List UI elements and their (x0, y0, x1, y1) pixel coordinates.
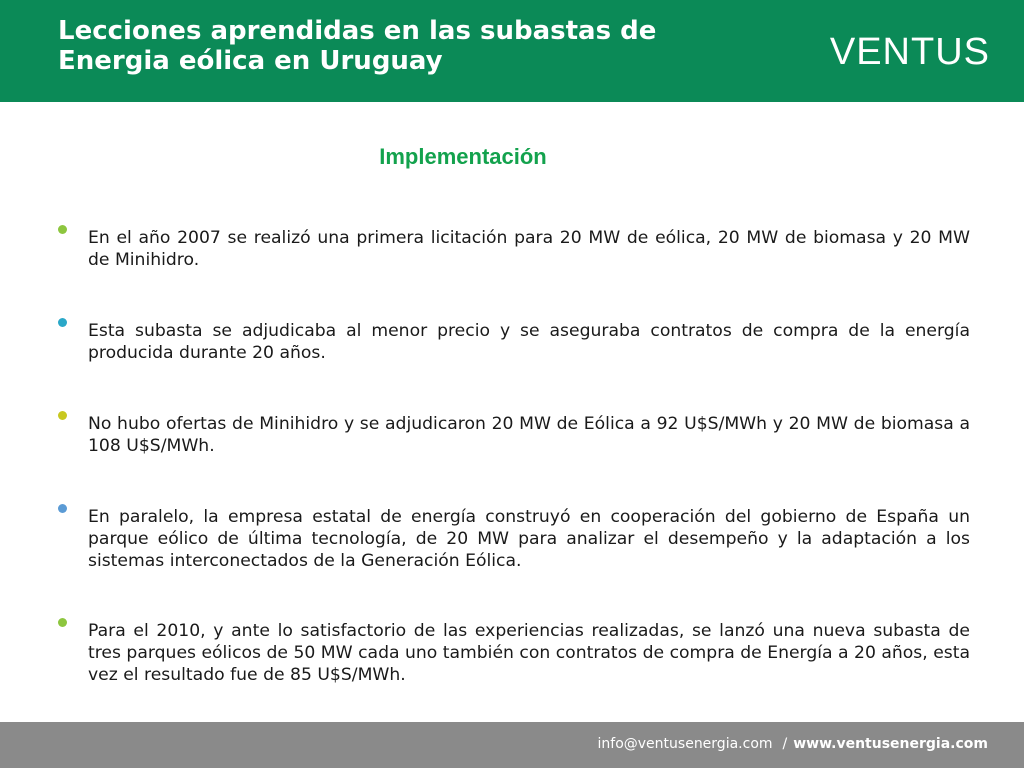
list-item (58, 413, 970, 457)
footer-separator: / (782, 736, 788, 752)
footer-website-link[interactable]: www.ventusenergia.com (793, 736, 988, 752)
list-item (58, 320, 970, 364)
bullet-text: Esta subasta se adjudicaba al menor precio y se aseguraba contratos de compra de la energía producida durante 20 años. (88, 321, 970, 363)
bullet-dot-icon (58, 225, 67, 234)
ventus-logo (790, 27, 990, 77)
slide-title-line-2: Energia eólica en Uruguay (58, 46, 443, 76)
ventus-logo-wordmark (790, 27, 990, 77)
bullet-text: Para el 2010, y ante lo satisfactorio de las experiencias realizadas, se lanzó una nueva subasta de tres parques eólicos de 50 MW cada uno también con contratos de compra de Energía a 20 años, esta vez el resultado fue de 85 U$S/MWh. (88, 621, 970, 685)
footer-contact (598, 736, 988, 752)
bullet-text: En el año 2007 se realizó una primera licitación para 20 MW de eólica, 20 MW de biomasa y 20 MW de Minihidro. (88, 228, 970, 270)
bullet-dot-icon (58, 504, 67, 513)
ventus-logo-text: VENTUS (829, 31, 990, 73)
footer-email-link[interactable]: info@ventusenergia.com (597, 736, 773, 752)
section-title: Implementación (379, 144, 547, 169)
footer-bar (0, 722, 1024, 768)
list-item (58, 506, 970, 572)
bullet-text: No hubo ofertas de Minihidro y se adjudicaron 20 MW de Eólica a 92 U$S/MWh y 20 MW de biomasa a 108 U$S/MWh. (88, 414, 970, 456)
bullet-dot-icon (58, 618, 67, 627)
bullet-dot-icon (58, 411, 67, 420)
list-item (58, 620, 970, 686)
bullet-text: En paralelo, la empresa estatal de energía construyó en cooperación del gobierno de España un parque eólico de última tecnología, de 20 MW para analizar el desempeño y la adaptación a los sistemas interconectados de la Generación Eólica. (88, 507, 970, 571)
header-bar (0, 0, 1024, 102)
bullet-dot-icon (58, 318, 67, 327)
list-item (58, 227, 970, 271)
slide-title (58, 16, 758, 76)
slide-title-line-1: Lecciones aprendidas en las subastas de (58, 16, 657, 46)
